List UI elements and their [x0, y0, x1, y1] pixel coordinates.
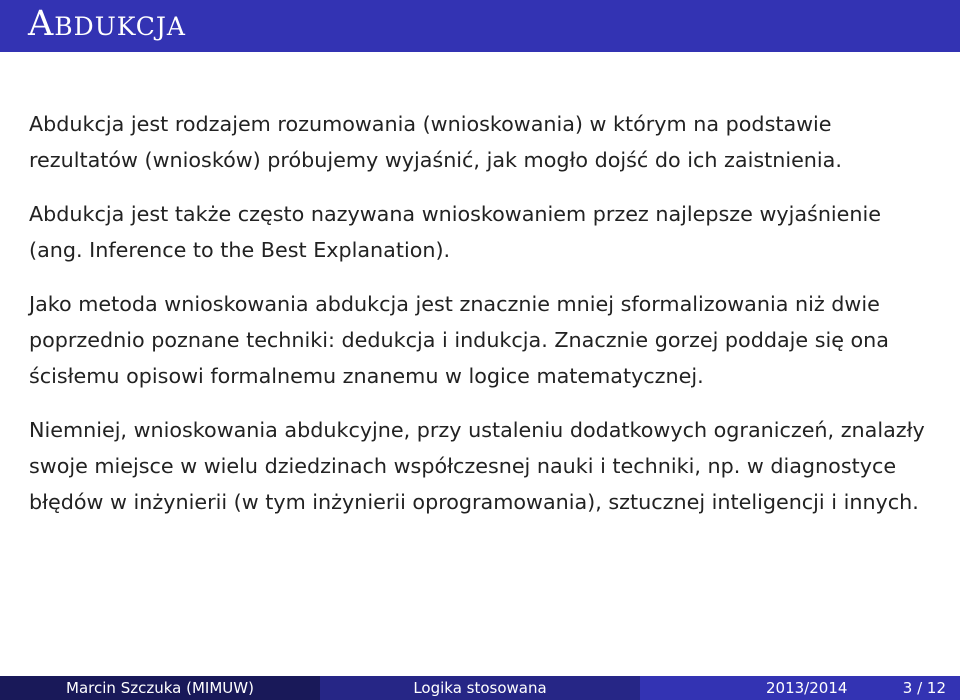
paragraph-best-explanation: Abdukcja jest także często nazywana wnioskowaniem przez najlepsze wyjaśnienie (ang. Inference to the Best Explanation). — [29, 202, 881, 262]
footer-author: Marcin Szczuka (MIMUW) — [0, 676, 320, 700]
slide-title: Abdukcja — [28, 4, 186, 44]
paragraph-formalization: Jako metoda wnioskowania abdukcja jest znacznie mniej sformalizowania niż dwie poprzednio poznane techniki: dedukcja i indukcja. Znacznie gorzej poddaje się ona ścisłemu opisowi formalnemu znanemu w logice matematycznej. — [29, 292, 889, 388]
footer-bar — [0, 676, 960, 700]
footer-course: Logika stosowana — [320, 676, 640, 700]
slide-body — [29, 106, 934, 538]
footer-info — [640, 676, 960, 700]
footer-page-number: 3 / 12 — [902, 679, 946, 697]
title-bar — [0, 0, 960, 52]
footer-year: 2013/2014 — [766, 679, 848, 697]
paragraph-definition: Abdukcja jest rodzajem rozumowania (wnioskowania) w którym na podstawie rezultatów (wniosków) próbujemy wyjaśnić, jak mogło dojść do ich zaistnienia. — [29, 112, 842, 172]
paragraph-applications: Niemniej, wnioskowania abdukcyjne, przy ustaleniu dodatkowych ograniczeń, znalazły swoje miejsce w wielu dziedzinach współczesnej nauki i techniki, np. w diagnostyce błędów w inżynierii (w tym inżynierii oprogramowania), sztucznej inteligencji i innych. — [29, 418, 925, 514]
